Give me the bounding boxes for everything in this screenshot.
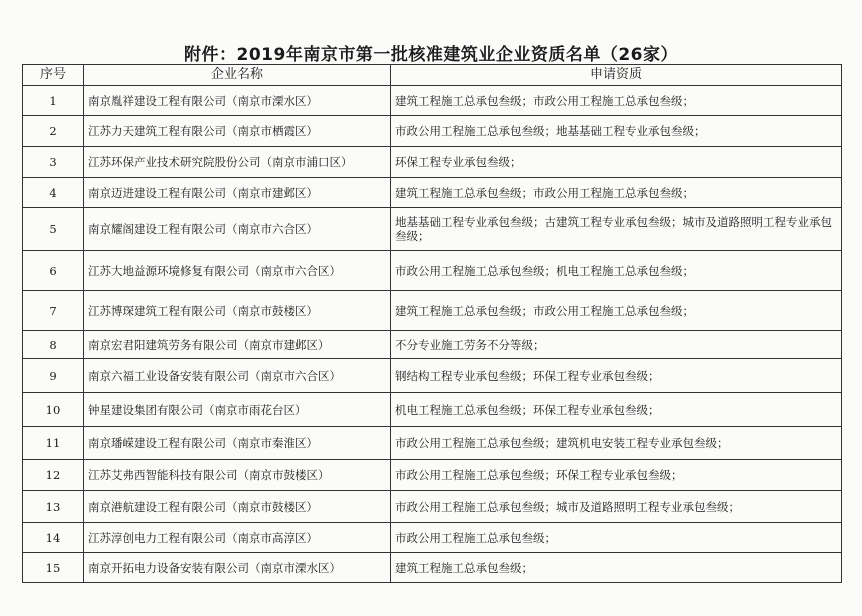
row-number: 6 — [23, 251, 84, 291]
table-row — [23, 491, 842, 523]
qualification-text: 市政公用工程施工总承包叁级；城市及道路照明工程专业承包叁级； — [391, 491, 842, 523]
row-number: 3 — [23, 147, 84, 178]
table-row — [23, 116, 842, 147]
qualification-text: 市政公用工程施工总承包叁级；地基基础工程专业承包叁级； — [391, 116, 842, 147]
company-name: 江苏艾弗西智能科技有限公司（南京市鼓楼区） — [84, 460, 391, 491]
row-number: 11 — [23, 427, 84, 460]
qualification-text: 建筑工程施工总承包叁级；市政公用工程施工总承包叁级； — [391, 178, 842, 208]
row-number: 1 — [23, 86, 84, 116]
row-number: 5 — [23, 208, 84, 251]
table-row — [23, 147, 842, 178]
company-name: 南京璠嵘建设工程有限公司（南京市秦淮区） — [84, 427, 391, 460]
company-name: 钟星建设集团有限公司（南京市雨花台区） — [84, 393, 391, 427]
row-number: 7 — [23, 291, 84, 331]
company-name: 南京胤祥建设工程有限公司（南京市溧水区） — [84, 86, 391, 116]
qualification-text: 不分专业施工劳务不分等级； — [391, 331, 842, 359]
company-name: 江苏大地益源环境修复有限公司（南京市六合区） — [84, 251, 391, 291]
row-number: 12 — [23, 460, 84, 491]
company-name: 南京耀阁建设工程有限公司（南京市六合区） — [84, 208, 391, 251]
table-header-row — [23, 65, 842, 86]
company-name: 江苏博琛建筑工程有限公司（南京市鼓楼区） — [84, 291, 391, 331]
qualification-text: 市政公用工程施工总承包叁级；建筑机电安装工程专业承包叁级； — [391, 427, 842, 460]
company-name: 南京开拓电力设备安装有限公司（南京市溧水区） — [84, 553, 391, 583]
company-name: 江苏环保产业技术研究院股份公司（南京市浦口区） — [84, 147, 391, 178]
company-name: 江苏力天建筑工程有限公司（南京市栖霞区） — [84, 116, 391, 147]
row-number: 2 — [23, 116, 84, 147]
row-number: 14 — [23, 523, 84, 553]
table-row — [23, 359, 842, 393]
table-row — [23, 460, 842, 491]
row-number: 8 — [23, 331, 84, 359]
company-name: 江苏淳创电力工程有限公司（南京市高淳区） — [84, 523, 391, 553]
company-name: 南京六福工业设备安装有限公司（南京市六合区） — [84, 359, 391, 393]
table-row — [23, 427, 842, 460]
row-number: 9 — [23, 359, 84, 393]
qualification-text: 市政公用工程施工总承包叁级； — [391, 523, 842, 553]
qualification-text: 环保工程专业承包叁级； — [391, 147, 842, 178]
company-name: 南京港航建设工程有限公司（南京市鼓楼区） — [84, 491, 391, 523]
table-row — [23, 178, 842, 208]
company-name: 南京迈进建设工程有限公司（南京市建邺区） — [84, 178, 391, 208]
table-row — [23, 553, 842, 583]
row-number: 15 — [23, 553, 84, 583]
qualification-text: 建筑工程施工总承包叁级；市政公用工程施工总承包叁级； — [391, 86, 842, 116]
qualification-text: 地基基础工程专业承包叁级；古建筑工程专业承包叁级；城市及道路照明工程专业承包叁级； — [391, 208, 842, 251]
qualification-table — [22, 64, 842, 583]
table-row — [23, 208, 842, 251]
qualification-text: 建筑工程施工总承包叁级； — [391, 553, 842, 583]
qualification-text: 建筑工程施工总承包叁级；市政公用工程施工总承包叁级； — [391, 291, 842, 331]
qualification-text: 机电工程施工总承包叁级；环保工程专业承包叁级； — [391, 393, 842, 427]
qualification-text: 市政公用工程施工总承包叁级；环保工程专业承包叁级； — [391, 460, 842, 491]
table-row — [23, 393, 842, 427]
header-qualification: 申请资质 — [391, 65, 842, 86]
document-title: 附件：2019年南京市第一批核准建筑业企业资质名单（26家） — [184, 45, 678, 65]
row-number: 10 — [23, 393, 84, 427]
table-body — [23, 86, 842, 583]
qualification-text: 市政公用工程施工总承包叁级；机电工程施工总承包叁级； — [391, 251, 842, 291]
table-row — [23, 331, 842, 359]
row-number: 13 — [23, 491, 84, 523]
table-row — [23, 251, 842, 291]
table-row — [23, 523, 842, 553]
table-row — [23, 291, 842, 331]
header-no: 序号 — [23, 65, 84, 86]
qualification-text: 钢结构工程专业承包叁级；环保工程专业承包叁级； — [391, 359, 842, 393]
table-row — [23, 86, 842, 116]
row-number: 4 — [23, 178, 84, 208]
company-name: 南京宏君阳建筑劳务有限公司（南京市建邺区） — [84, 331, 391, 359]
header-company-name: 企业名称 — [84, 65, 391, 86]
